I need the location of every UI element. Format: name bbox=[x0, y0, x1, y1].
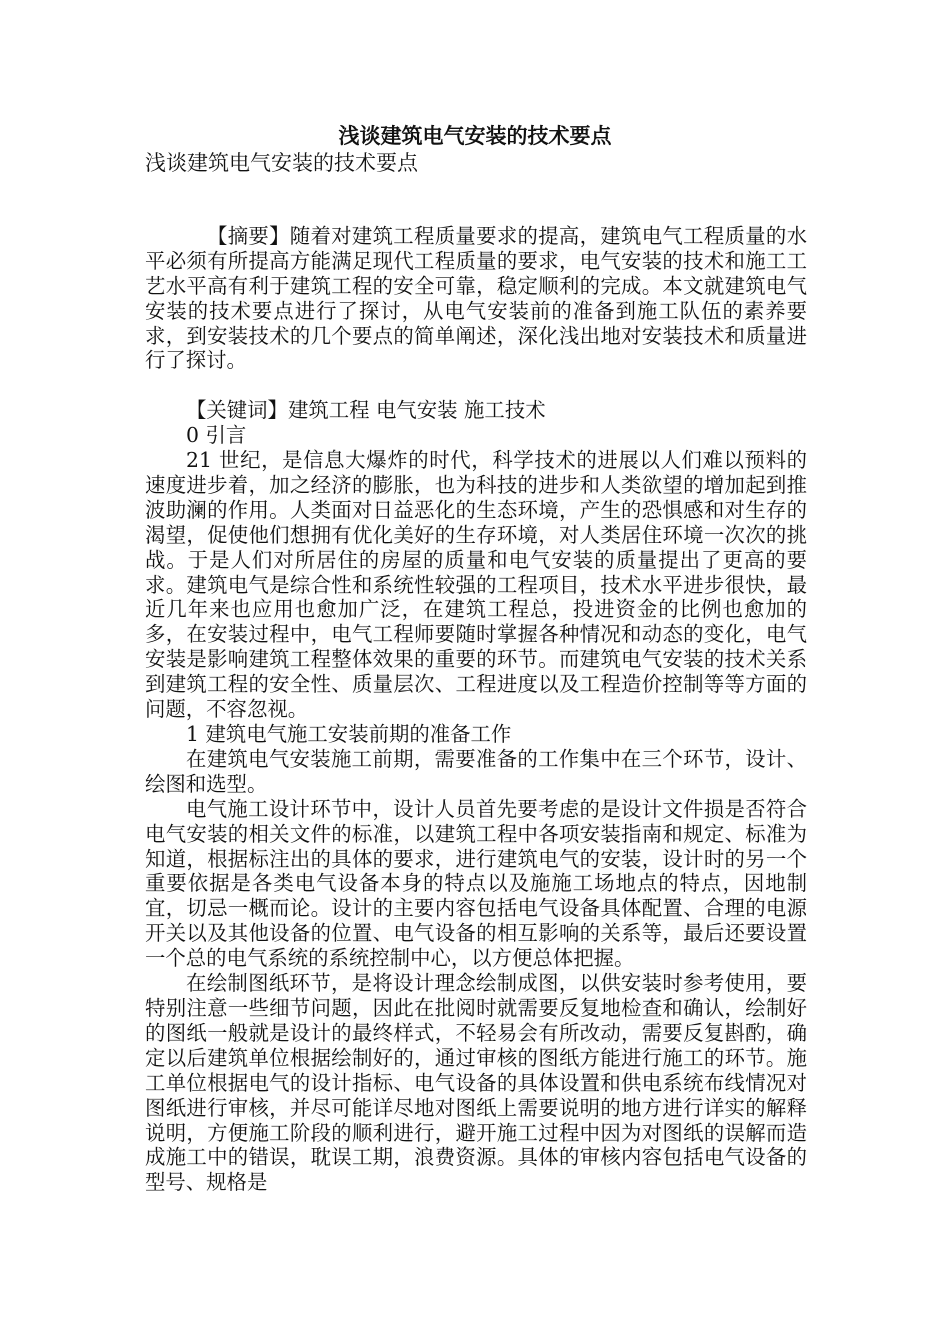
spacer bbox=[145, 199, 807, 224]
section-heading: 0 引言 bbox=[186, 423, 247, 448]
section-heading: 1 建筑电气施工安装前期的准备工作 bbox=[186, 722, 512, 746]
body-paragraph: 在绘制图纸环节，是将设计理念绘制成图，以供安装时参考使用，要特别注意一些细节问题，因此在批阅时就需要反复地检查和确认，绘制好的图纸一般就是设计的最终样式，不轻易会有所改动，需要反复斟酌，确定以后建筑单位根据绘制好的，通过审核的图纸方能进行施工的环节。施工单位根据电气的设计指标、电气设备的具体设置和供电系统布线情况对图纸进行审核，并尽可能详尽地对图纸上需要说明的地方进行详实的解释说明，方便施工阶段的顺利进行，避开施工过程中因为对图纸的误解而造成施工中的错误，耽误工期，浪费资源。具体的审核内容包括电气设备的型号、规格是 bbox=[145, 971, 807, 1195]
document-subtitle: 浅谈建筑电气安装的技术要点 bbox=[145, 151, 418, 175]
body-paragraph: 21 世纪，是信息大爆炸的时代，科学技术的进展以人们难以预料的速度进步着，加之经济的膨胀，也为科技的进步和人类欲望的增加起到推波助澜的作用。人类面对日益恶化的生态环境，产生的恐惧感和对生存的渴望，促使他们想拥有优化美好的生存环境，对人类居住环境一次次的挑战。于是人们对所居住的房屋的质量和电气安装的质量提出了更高的要求。建筑电气是综合性和系统性较强的工程项目，技术水平进步很快，最近几年来也应用也愈加广泛，在建筑工程总，投进资金的比例也愈加的多，在安装过程中，电气工程师要随时掌握各种情况和动态的变化，电气安装是影响建筑工程整体效果的重要的环节。而建筑电气安装的技术关系到建筑工程的安全性、质量层次、工程进度以及工程造价控制等等方面的问题，不容忽视。 bbox=[145, 448, 807, 722]
body-paragraph: 在建筑电气安装施工前期，需要准备的工作集中在三个环节，设计、绘图和选型。 bbox=[145, 746, 807, 796]
abstract-paragraph: 【摘要】随着对建筑工程质量要求的提高，建筑电气工程质量的水平必须有所提高方能满足现代工程质量的要求，电气安装的技术和施工工艺水平高有利于建筑工程的安全可靠，稳定顺利的完成。本文就建筑电气安装的技术要点进行了探讨，从电气安装前的准备到施工队伍的素养要求，到安装技术的几个要点的简单阐述，深化浅出地对安装技术和质量进行了探讨。 bbox=[145, 223, 807, 373]
document-body bbox=[145, 199, 807, 1195]
body-paragraph: 电气施工设计环节中，设计人员首先要考虑的是设计文件损是否符合电气安装的相关文件的标准，以建筑工程中各项安装指南和规定、标准为知道，根据标注出的具体的要求，进行建筑电气的安装，设计时的另一个重要依据是各类电气设备本身的特点以及施施工场地点的特点，因地制宜，切忌一概而论。设计的主要内容包括电气设备具体配置、合理的电源开关以及其他设备的位置、电气设备的相互影响的关系等，最后还要设置一个总的电气系统的系统控制中心，以方便总体把握。 bbox=[145, 796, 807, 971]
spacer bbox=[145, 373, 807, 398]
document-title: 浅谈建筑电气安装的技术要点 bbox=[338, 123, 612, 148]
keywords-paragraph: 【关键词】建筑工程 电气安装 施工技术 bbox=[186, 398, 546, 423]
